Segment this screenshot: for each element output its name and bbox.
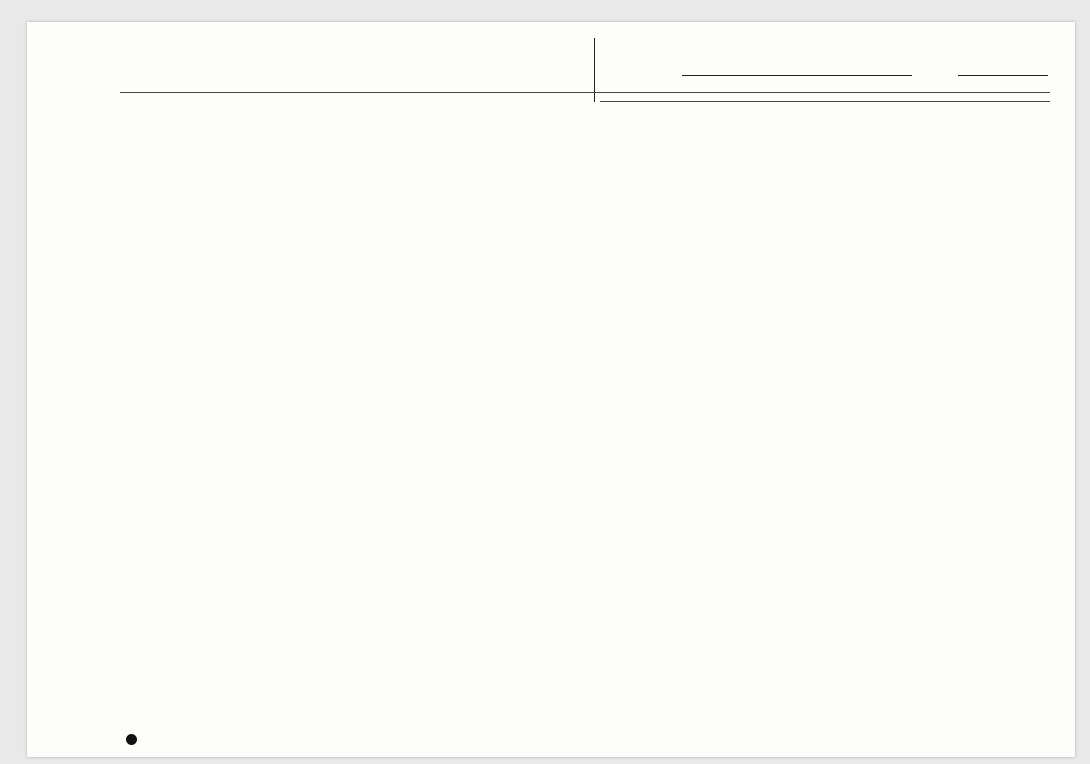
footer-print-code xyxy=(126,734,141,745)
printer-logo-icon xyxy=(126,734,137,745)
